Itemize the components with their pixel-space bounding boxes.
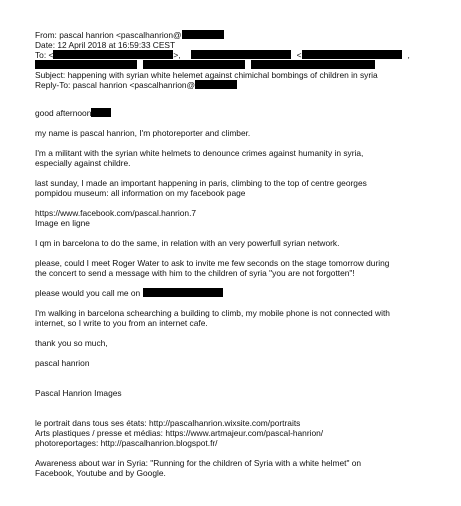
redaction-block — [191, 50, 291, 59]
intro-paragraph: my name is pascal hanrion, I'm photoreporter and climber. — [35, 128, 251, 138]
from-line — [35, 30, 445, 40]
image-placeholder-text: Image en ligne — [35, 218, 90, 228]
subject-line: Subject: happening with syrian white helemet against chimichal bombings of children in syria — [35, 70, 378, 80]
walking-paragraph: I'm walking in barcelona schearching a building to climb, my mobile phone is not connected with internet, so I write to you from an internet cafe. — [35, 308, 390, 328]
redaction-block — [182, 30, 224, 39]
email-body — [35, 108, 445, 368]
redaction-block — [302, 50, 402, 59]
militant-paragraph: I'm a militant with the syrian white helmets to denounce crimes against humanity in syria, especially against childre. — [35, 148, 364, 168]
portrait-link[interactable]: le portrait dans tous ses états: http://pascalhanrion.wixsite.com/portraits — [35, 418, 301, 428]
to-separator: < — [296, 50, 302, 60]
signature-title: Pascal Hanrion Images — [35, 388, 122, 398]
awareness-paragraph: Awareness about war in Syria: "Running for the children of Syria with a white helmet" on Facebook, Youtube and by Google. — [35, 458, 362, 478]
redaction-block — [35, 60, 137, 69]
to-line — [35, 50, 445, 60]
redaction-block — [91, 108, 111, 117]
facebook-block — [35, 208, 445, 228]
redaction-block — [143, 60, 245, 69]
barcelona-paragraph: I qm in barcelona to do the same, in relation with an very powerfull syrian network. — [35, 238, 340, 248]
date-line: Date: 12 April 2018 at 16:59:33 CEST — [35, 40, 176, 50]
redaction-block — [53, 50, 173, 59]
sunday-paragraph: last sunday, I made an important happening in paris, climbing to the top of centre georges pompidou museum: all information on my facebook page — [35, 178, 367, 198]
greeting: good afternoon — [35, 108, 445, 118]
redaction-block — [195, 80, 237, 89]
signoff-line: pascal hanrion — [35, 358, 90, 368]
reply-to-line — [35, 80, 445, 90]
redaction-block — [251, 60, 375, 69]
call-me-paragraph: please would you call me on — [35, 288, 445, 298]
to-line-continued — [35, 60, 445, 70]
to-separator: >, — [173, 50, 181, 60]
arts-link[interactable]: Arts plastiques / presse et médias: https://www.artmajeur.com/pascal-hanrion/ — [35, 428, 324, 438]
reply-to-text: Reply-To: pascal hanrion <pascalhanrion@ — [35, 80, 196, 90]
to-separator: , — [407, 50, 410, 60]
from-text: From: pascal hanrion <pascalhanrion@ — [35, 30, 182, 40]
email-signature — [35, 388, 445, 478]
thanks-line: thank you so much, — [35, 338, 108, 348]
to-text: To: < — [35, 50, 54, 60]
email-document — [35, 30, 445, 478]
email-header — [35, 30, 445, 90]
facebook-link[interactable]: https://www.facebook.com/pascal.hanrion.7 — [35, 208, 197, 218]
request-paragraph: please, could I meet Roger Water to ask to invite me few seconds on the stage tomorrow during the concert to send a message with him to the children of syria "you are not forgotten"! — [35, 258, 390, 278]
photoreportages-link[interactable]: photoreportages: http://pascalhanrion.blogspot.fr/ — [35, 438, 218, 448]
redaction-block — [143, 288, 223, 297]
